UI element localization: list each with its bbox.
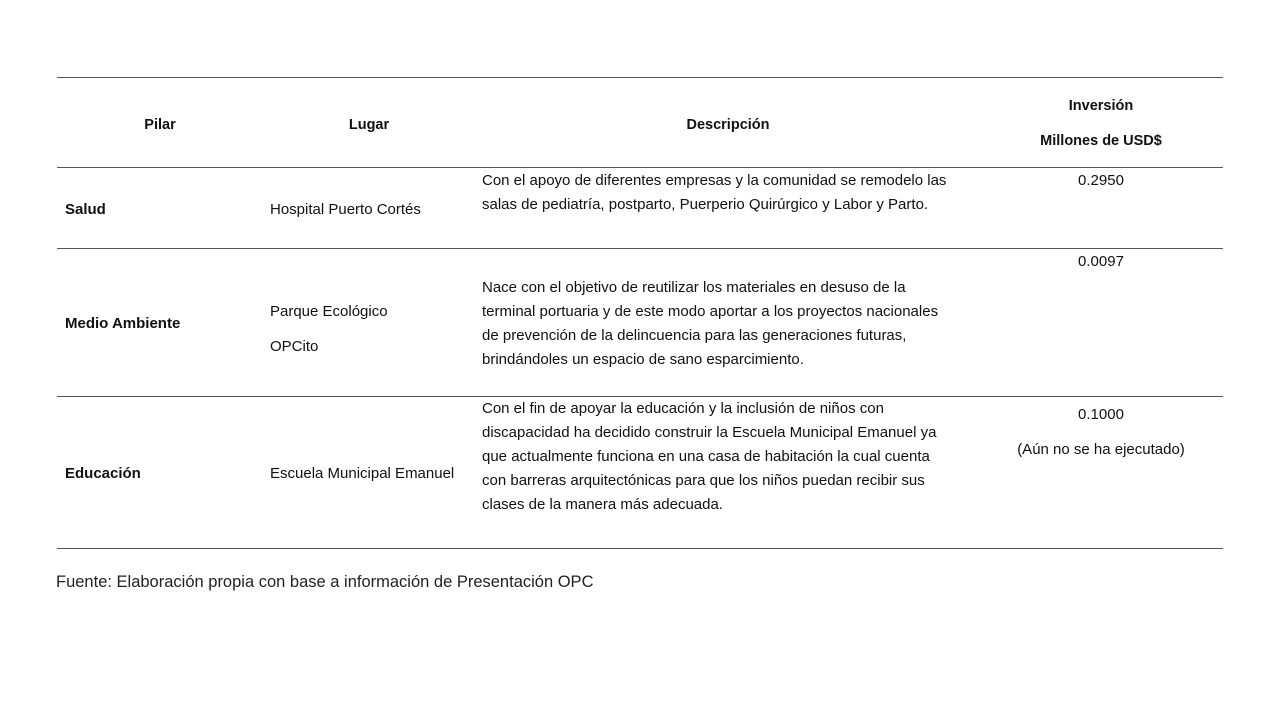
row-pilar: Educación bbox=[65, 465, 141, 482]
row-descripcion-line: de prevención de la delincuencia para las generaciones futuras, bbox=[482, 327, 907, 344]
row-descripcion bbox=[482, 276, 982, 372]
table-top-rule bbox=[57, 77, 1223, 78]
row-lugar bbox=[270, 294, 388, 364]
row-divider-1 bbox=[57, 248, 1223, 249]
header-lugar: Lugar bbox=[348, 117, 390, 133]
header-bottom-rule bbox=[57, 167, 1223, 168]
row-inversion bbox=[1001, 250, 1201, 274]
header-inversion-unit: Millones de USD$ bbox=[1040, 133, 1162, 149]
row-inversion-note: (Aún no se ha ejecutado) bbox=[1017, 441, 1185, 458]
row-descripcion-line: clases de la manera más adecuada. bbox=[482, 496, 723, 513]
row-descripcion-line: terminal portuaria y de este modo aportar a los proyectos nacionales bbox=[482, 303, 939, 320]
row-descripcion-line: brindándoles un espacio de sano esparcimiento. bbox=[482, 351, 804, 368]
row-descripcion-line: Con el apoyo de diferentes empresas y la comunidad se remodelo las bbox=[482, 172, 947, 189]
row-descripcion-line: Con el fin de apoyar la educación y la inclusión de niños con bbox=[482, 400, 884, 417]
row-descripcion bbox=[482, 169, 982, 217]
row-inversion bbox=[1001, 397, 1201, 467]
header-descripcion: Descripción bbox=[686, 117, 770, 133]
row-descripcion-line: que actualmente funciona en una casa de habitación la cual cuenta bbox=[482, 448, 930, 465]
row-descripcion-line: salas de pediatría, postparto, Puerperio Quirúrgico y Labor y Parto. bbox=[482, 196, 929, 213]
row-descripcion bbox=[482, 397, 982, 517]
row-inversion-value: 0.0097 bbox=[1078, 253, 1124, 270]
header-pilar: Pilar bbox=[144, 117, 176, 133]
row-pilar: Salud bbox=[65, 201, 106, 218]
row-lugar-line: Hospital Puerto Cortés bbox=[270, 201, 421, 218]
row-inversion-value: 0.2950 bbox=[1078, 172, 1124, 189]
row-lugar bbox=[270, 462, 454, 486]
header-inversion: Inversión bbox=[1068, 98, 1134, 114]
row-inversion bbox=[1001, 169, 1201, 193]
row-lugar-line: Parque Ecológico bbox=[270, 303, 388, 320]
row-inversion-value: 0.1000 bbox=[1078, 406, 1124, 423]
row-descripcion-line: Nace con el objetivo de reutilizar los materiales en desuso de la bbox=[482, 279, 906, 296]
table-bottom-rule bbox=[57, 548, 1223, 549]
row-pilar: Medio Ambiente bbox=[65, 315, 181, 332]
row-lugar-line: OPCito bbox=[270, 338, 319, 355]
source-footnote: Fuente: Elaboración propia con base a información de Presentación OPC bbox=[56, 573, 594, 591]
row-lugar-line: Escuela Municipal Emanuel bbox=[270, 465, 455, 482]
row-descripcion-line: discapacidad ha decidido construir la Escuela Municipal Emanuel ya bbox=[482, 424, 937, 441]
row-descripcion-line: con barreras arquitectónicas para que los niños puedan recibir sus bbox=[482, 472, 925, 489]
row-lugar bbox=[270, 198, 421, 222]
